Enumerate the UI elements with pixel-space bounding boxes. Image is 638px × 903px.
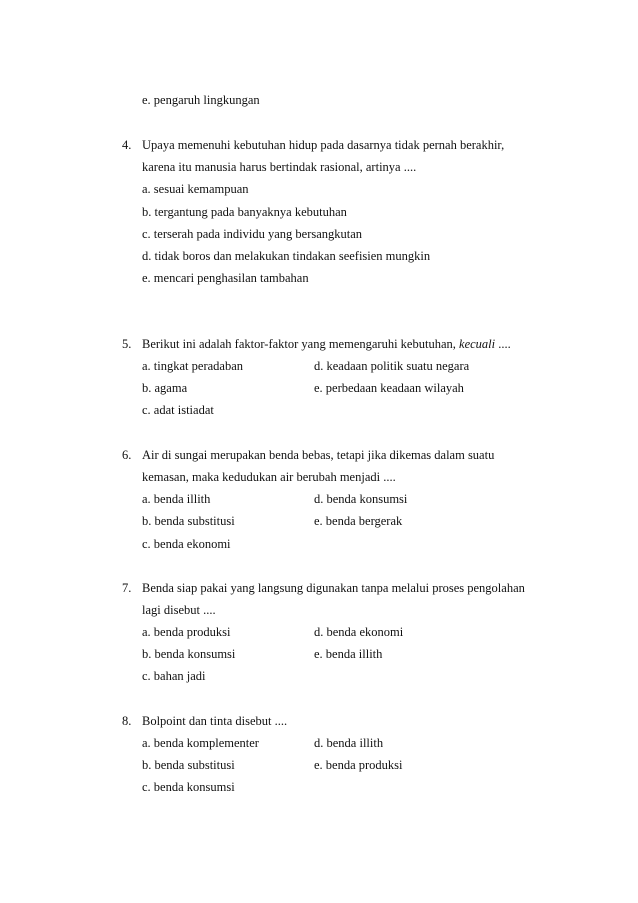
q6-option-a: a. benda illith — [142, 492, 211, 506]
q6-option-c: c. benda ekonomi — [142, 537, 231, 551]
q8-option-a: a. benda komplementer — [142, 736, 259, 750]
q8-text-line1: Bolpoint dan tinta disebut .... — [142, 714, 288, 728]
q7-number: 7. — [122, 581, 132, 595]
q8-option-c: c. benda konsumsi — [142, 780, 235, 794]
q5-option-d: d. keadaan politik suatu negara — [314, 359, 470, 373]
q8-option-b: b. benda substitusi — [142, 758, 235, 772]
q4-text-line2: karena itu manusia harus bertindak rasional, artinya .... — [142, 160, 417, 174]
q6-text-line2: kemasan, maka kedudukan air berubah menjadi .... — [142, 470, 396, 484]
q6-number: 6. — [122, 448, 132, 462]
q5-option-e: e. perbedaan keadaan wilayah — [314, 381, 464, 395]
q4-text-line1: Upaya memenuhi kebutuhan hidup pada dasarnya tidak pernah berakhir, — [142, 138, 505, 152]
q5-number: 5. — [122, 337, 132, 351]
q7-option-b: b. benda konsumsi — [142, 647, 236, 661]
q6-option-b: b. benda substitusi — [142, 514, 235, 528]
q7-option-a: a. benda produksi — [142, 625, 231, 639]
q7-option-e: e. benda illith — [314, 647, 383, 661]
q4-option-c: c. terserah pada individu yang bersangkutan — [142, 227, 363, 241]
q8-option-e: e. benda produksi — [314, 758, 403, 772]
q7-option-c: c. bahan jadi — [142, 669, 206, 683]
q3-option-e: e. pengaruh lingkungan — [142, 93, 260, 107]
q7-text-line2: lagi disebut .... — [142, 603, 216, 617]
q8-option-d: d. benda illith — [314, 736, 384, 750]
q6-text-line1: Air di sungai merupakan benda bebas, tetapi jika dikemas dalam suatu — [142, 448, 495, 462]
q5-option-b: b. agama — [142, 381, 188, 395]
q7-text-line1: Benda siap pakai yang langsung digunakan tanpa melalui proses pengolahan — [142, 581, 525, 595]
q4-option-e: e. mencari penghasilan tambahan — [142, 271, 309, 285]
q6-option-d: d. benda konsumsi — [314, 492, 408, 506]
q5-text-line1: Berikut ini adalah faktor-faktor yang memengaruhi kebutuhan, kecuali .... — [142, 337, 511, 351]
q7-option-d: d. benda ekonomi — [314, 625, 404, 639]
q4-option-d: d. tidak boros dan melakukan tindakan seefisien mungkin — [142, 249, 431, 263]
q8-number: 8. — [122, 714, 132, 728]
q5-option-c: c. adat istiadat — [142, 403, 214, 417]
q5-emphasis: kecuali — [459, 337, 496, 351]
q4-number: 4. — [122, 138, 132, 152]
q6-option-e: e. benda bergerak — [314, 514, 403, 528]
q5-option-a: a. tingkat peradaban — [142, 359, 243, 373]
q4-option-a: a. sesuai kemampuan — [142, 182, 249, 196]
q4-option-b: b. tergantung pada banyaknya kebutuhan — [142, 205, 347, 219]
